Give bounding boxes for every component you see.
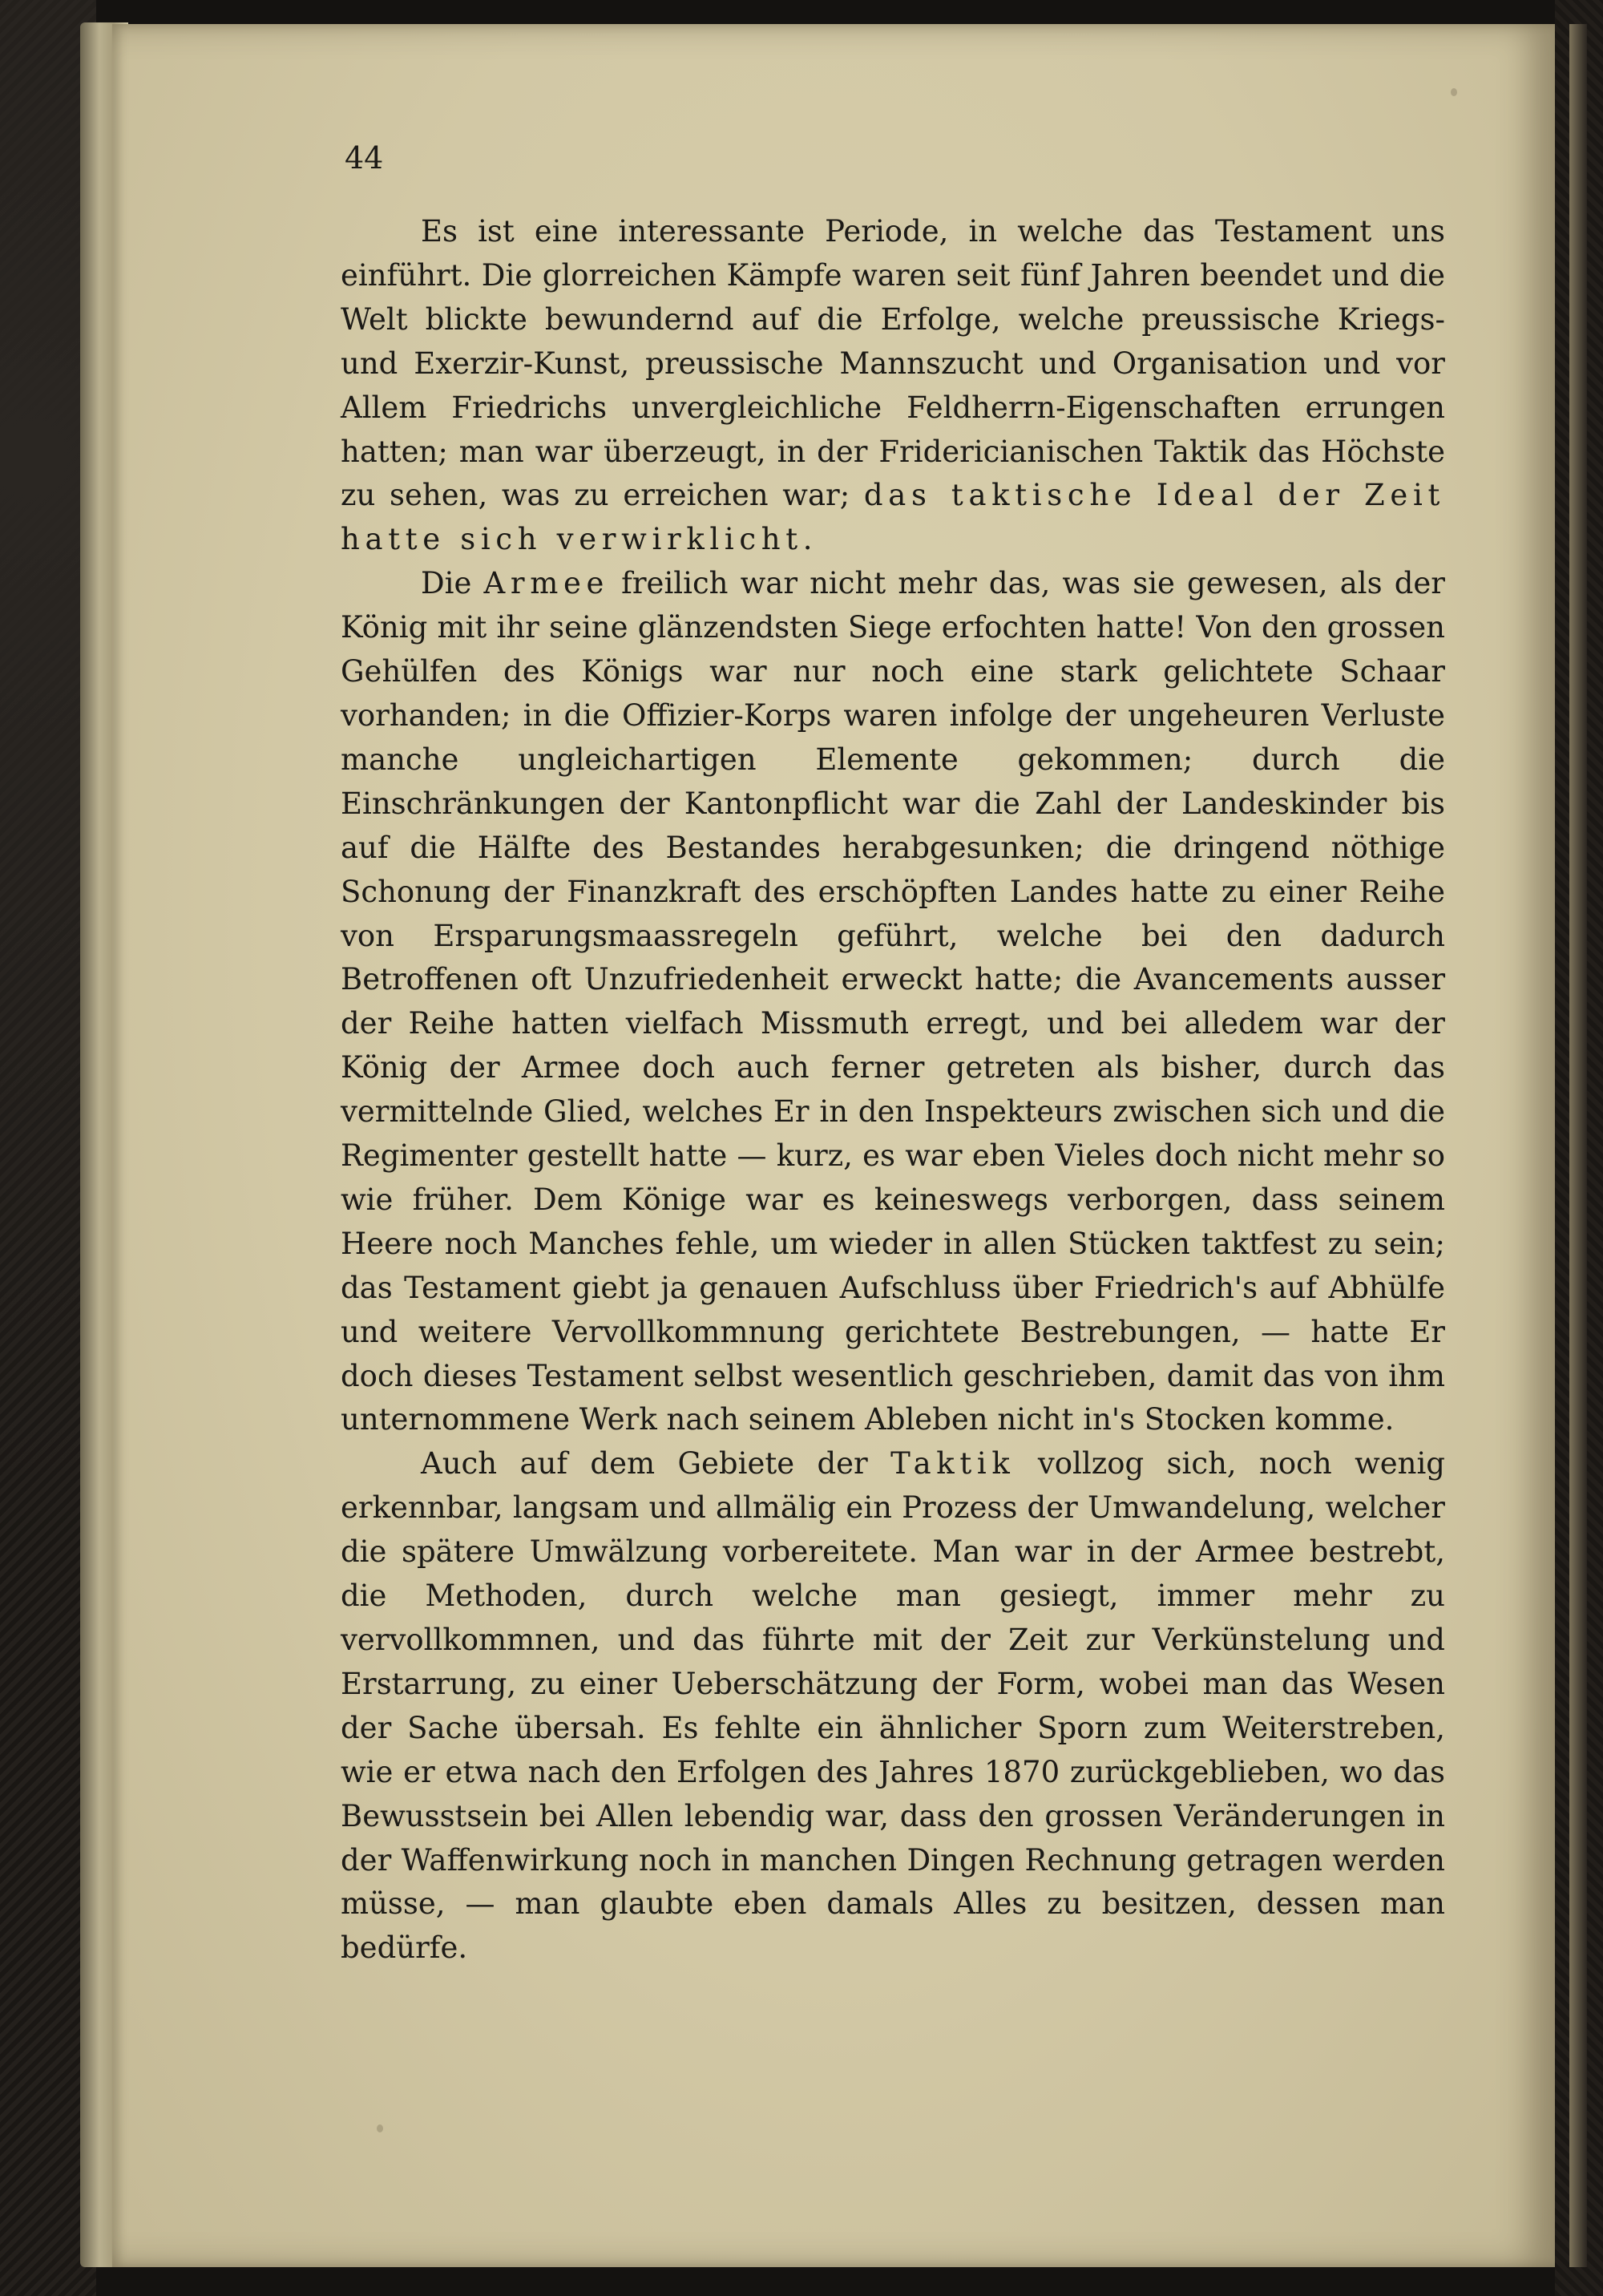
spaced-emphasis: das taktische Ideal der Zeit hatte sich verwirklicht. [341,478,1445,557]
text-run: vollzog sich, noch wenig erkennbar, langsam und allmälig ein Prozess der Umwandelung, welcher die spätere Umwälzung vorbereitete. Man war in der Armee bestrebt, die Methoden, durch welche man gesiegt, immer mehr zu vervollkommnen, und das führte mit der Zeit zur Verkünstelung und Erstarrung, zu einer Ueberschätzung der Form, wobei man das Wesen der Sache übersah. Es fehlte ein ähnlicher Sporn zum Weiterstreben, wie er etwa nach den Erfolgen des Jahres 1870 zurückgeblieben, wo das Bewusstsein bei Allen lebendig war, dass den grossen Veränderungen in der Waffenwirkung noch in manchen Dingen Rechnung getragen werden müsse, — man glaubte eben damals Alles zu besitzen, dessen man bedürfe. [341,1446,1445,1966]
text-run: Die [421,566,484,601]
paper-speck [1451,88,1457,96]
page-gutter [1569,24,1587,2267]
page-number: 44 [345,140,384,176]
paragraph [341,210,1445,562]
spaced-emphasis: Armee [483,566,610,601]
text-run: freilich war nicht mehr das, was sie gewesen, als der König mit ihr seine glänzendsten Siege erfochten hatte! Von den grossen Gehülfen des Königs war nur noch eine stark gelichtete Schaar vorhanden; in die Offizier-Korps waren infolge der ungeheuren Verluste manche ungleichartigen Elemente gekommen; durch die Einschränkungen der Kantonpflicht war die Zahl der Landeskinder bis auf die Hälfte des Bestandes herabgesunken; die dringend nöthige Schonung der Finanzkraft des erschöpften Landes hatte zu einer Reihe von Ersparungsmaassregeln geführt, welche bei den dadurch Betroffenen oft Unzufriedenheit erweckt hatte; die Avancements ausser der Reihe hatten vielfach Missmuth erregt, und bei alledem war der König der Armee doch auch ferner getreten als bisher, durch das vermittelnde Glied, welches Er in den Inspekteurs zwischen sich und die Regimenter gestellt hatte — kurz, es war eben Vieles doch nicht mehr so wie früher. Dem Könige war es keineswegs verborgen, dass seinem Heere noch Manches fehle, um wieder in allen Stücken taktfest zu sein; das Testament giebt ja genauen Aufschluss über Friedrich's auf Abhülfe und weitere Vervollkommnung gerichtete Bestrebungen, — hatte Er doch dieses Testament selbst wesentlich geschrieben, damit das von ihm unternommene Werk nach seinem Ableben nicht in's Stocken komme. [341,566,1445,1437]
paper-speck [377,2124,383,2132]
body-text [341,210,1445,1971]
text-run: Es ist eine interessante Periode, in welche das Testament uns einführt. Die glorreichen Kämpfe waren seit fünf Jahren beendet und die Welt blickte bewundernd auf die Erfolge, welche preussische Kriegs- und Exerzir-Kunst, preussische Mannszucht und Organisation und vor Allem Friedrichs unvergleichliche Feldherrn-Eigenschaften errungen hatten; man war überzeugt, in der Fridericianischen Taktik das Höchste zu sehen, was zu erreichen war; [341,214,1445,513]
spaced-emphasis: Taktik [890,1446,1016,1481]
text-run: Auch auf dem Gebiete der [421,1446,891,1481]
paragraph [341,562,1445,1442]
paragraph [341,1442,1445,1971]
